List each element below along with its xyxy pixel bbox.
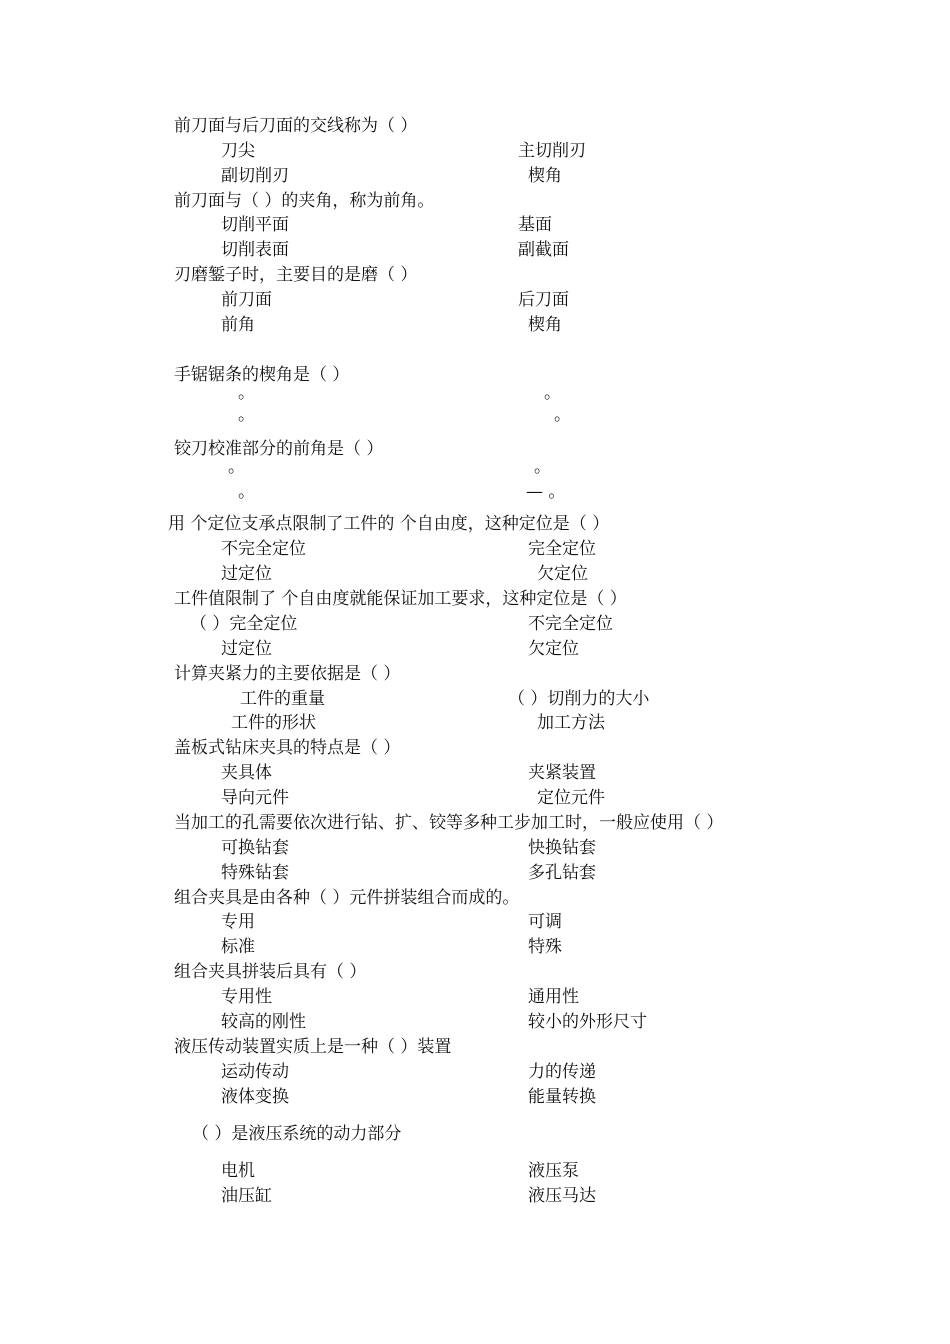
- question-stem: 组合夹具是由各种（ ）元件拼装组合而成的。: [174, 888, 520, 908]
- option-c: 切削表面: [221, 240, 289, 260]
- option-b: 主切削刃: [518, 141, 586, 161]
- option-c: 。: [238, 405, 255, 425]
- option-d: — 。: [526, 482, 566, 502]
- option-c: 前角: [221, 315, 255, 335]
- option-d: 定位元件: [537, 788, 605, 808]
- option-c: 特殊钻套: [221, 863, 289, 883]
- option-d: 楔角: [528, 166, 562, 186]
- question-stem: （ ）是液压系统的动力部分: [192, 1124, 402, 1144]
- option-d: 能量转换: [528, 1087, 596, 1107]
- option-c: 过定位: [221, 564, 272, 584]
- question-stem: 组合夹具拼装后具有（ ）: [174, 962, 367, 982]
- option-d: 特殊: [528, 937, 562, 957]
- option-a: 不完全定位: [221, 539, 306, 559]
- option-b: 快换钻套: [528, 838, 596, 858]
- option-a: 。: [238, 383, 255, 403]
- question-stem: 前刀面与后刀面的交线称为（ ）: [174, 116, 418, 136]
- option-d: 较小的外形尺寸: [528, 1012, 647, 1032]
- option-d: 多孔钻套: [528, 863, 596, 883]
- option-b: 可调: [528, 912, 562, 932]
- option-a: 专用性: [221, 987, 272, 1007]
- question-stem: 盖板式钻床夹具的特点是（ ）: [174, 738, 401, 758]
- question-stem: 计算夹紧力的主要依据是（ ）: [174, 664, 401, 684]
- option-c: 。: [238, 482, 255, 502]
- option-b: 夹紧装置: [528, 763, 596, 783]
- option-b: （ ）切削力的大小: [508, 689, 650, 709]
- option-a: 前刀面: [221, 290, 272, 310]
- option-c: 油压缸: [221, 1186, 272, 1206]
- option-b: 。: [534, 457, 551, 477]
- option-a: 刀尖: [221, 141, 255, 161]
- question-stem: 铰刀校准部分的前角是（ ）: [174, 439, 384, 459]
- option-b: 完全定位: [528, 539, 596, 559]
- option-b: 通用性: [528, 987, 579, 1007]
- option-a: 。: [228, 457, 245, 477]
- option-a: 工件的重量: [240, 689, 325, 709]
- question-stem: 当加工的孔需要依次进行钻、扩、铰等多种工步加工时，一般应使用（ ）: [174, 813, 724, 833]
- option-c: 工件的形状: [231, 713, 316, 733]
- option-a: 可换钻套: [221, 838, 289, 858]
- option-c: 较高的刚性: [221, 1012, 306, 1032]
- option-b: 。: [544, 383, 561, 403]
- option-a: （ ）完全定位: [190, 614, 298, 634]
- option-b: 液压泵: [528, 1161, 579, 1181]
- option-c: 标准: [221, 937, 255, 957]
- question-stem: 工件值限制了 个自由度就能保证加工要求，这种定位是（ ）: [174, 589, 627, 609]
- question-stem: 前刀面与（ ）的夹角，称为前角。: [174, 191, 435, 211]
- question-stem: 用 个定位支承点限制了工件的 个自由度，这种定位是（ ）: [168, 514, 610, 534]
- option-d: 液压马达: [528, 1186, 596, 1206]
- option-c: 过定位: [221, 639, 272, 659]
- option-a: 运动传动: [221, 1062, 289, 1082]
- option-b: 后刀面: [518, 290, 569, 310]
- option-a: 专用: [221, 912, 255, 932]
- option-d: 欠定位: [537, 564, 588, 584]
- option-d: 楔角: [528, 315, 562, 335]
- option-c: 液体变换: [221, 1087, 289, 1107]
- option-a: 切削平面: [221, 215, 289, 235]
- option-c: 导向元件: [221, 788, 289, 808]
- option-c: 副切削刃: [221, 166, 289, 186]
- question-stem: 刃磨錾子时，主要目的是磨（ ）: [174, 265, 418, 285]
- option-d: 欠定位: [528, 639, 579, 659]
- question-stem: 液压传动装置实质上是一种（ ）装置: [174, 1037, 452, 1057]
- option-d: 。: [554, 405, 571, 425]
- option-b: 不完全定位: [528, 614, 613, 634]
- question-stem: 手锯锯条的楔角是（ ）: [174, 365, 350, 385]
- option-d: 加工方法: [537, 713, 605, 733]
- option-a: 电机: [221, 1161, 255, 1181]
- option-a: 夹具体: [221, 763, 272, 783]
- option-b: 力的传递: [528, 1062, 596, 1082]
- option-d: 副截面: [518, 240, 569, 260]
- option-b: 基面: [518, 215, 552, 235]
